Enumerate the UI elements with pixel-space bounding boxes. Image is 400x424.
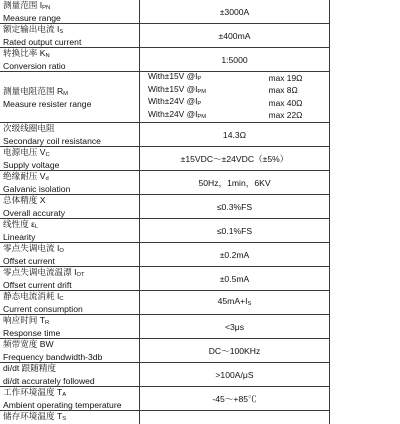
measure-resistor-condition-text: With±24V @I (148, 96, 197, 106)
param-name-cn-text: 转换比率 K (3, 48, 46, 58)
param-name-cn-text: 测量范围 I (3, 0, 42, 10)
param-name-cell (0, 243, 140, 267)
param-value-text: <3μs (225, 322, 244, 332)
param-name-cell (0, 267, 140, 291)
param-name-en: Ambient operating temperature (3, 400, 136, 410)
param-value (140, 171, 330, 195)
param-name-cn-text: 额定输出电流 I (3, 24, 59, 34)
param-name-cn (3, 315, 136, 328)
spec-row (0, 291, 330, 315)
param-name-cn (3, 387, 136, 400)
param-value-text: ±15VDC～±24VDC（±5%） (181, 154, 289, 164)
param-value (140, 363, 330, 387)
param-name-en: Offset current (3, 256, 136, 266)
spec-row (0, 48, 330, 72)
measure-resistor-value: max 40Ω (231, 97, 329, 110)
param-name-cn (3, 411, 136, 424)
param-name-en: Offset current drift (3, 280, 136, 290)
param-name-en: Current consumption (3, 304, 136, 314)
param-symbol-subscript: OT (77, 272, 85, 278)
param-name-cn (3, 267, 136, 280)
spec-row (0, 219, 330, 243)
param-name-cn (3, 48, 136, 61)
param-symbol-subscript: R (45, 320, 49, 326)
measure-resistor-condition-subscript: P (197, 76, 201, 82)
param-name-cn (3, 291, 136, 304)
param-name-cn (3, 219, 136, 232)
param-name-cell (0, 48, 140, 72)
param-symbol-subscript: A (62, 392, 66, 398)
measure-resistor-grid (140, 72, 329, 122)
param-name-en: Rated output current (3, 37, 136, 47)
param-name-cn-text: 电源电压 V (3, 147, 46, 157)
param-name-cell (0, 339, 140, 363)
param-name-cn-text: 零点失调电流 I (3, 243, 59, 253)
param-name-en: Conversion ratio (3, 61, 136, 71)
param-name-cn (3, 86, 136, 99)
spec-row-measure-resistor (0, 72, 330, 123)
param-value-text: 1:5000 (221, 55, 247, 65)
param-symbol-subscript: d (46, 176, 49, 182)
param-name-cn (3, 243, 136, 256)
spec-row (0, 411, 330, 424)
param-value (140, 24, 330, 48)
param-name-en: Response time (3, 328, 136, 338)
measure-resistor-condition-text: With±15V @I (148, 84, 197, 94)
param-value-text: ≤0.1%FS (217, 226, 252, 236)
param-value (140, 219, 330, 243)
param-name-cn-text: 绝缘耐压 V (3, 171, 46, 181)
param-name-cell (0, 72, 140, 123)
param-name-en: Frequency bandwidth-3db (3, 352, 136, 362)
spec-row (0, 195, 330, 219)
spec-row (0, 315, 330, 339)
param-value (140, 243, 330, 267)
param-value-subscript: S (247, 301, 251, 307)
param-name-cell (0, 315, 140, 339)
param-name-cn-text: di/dt 跟随精度 (3, 363, 56, 373)
param-value-text: ≤0.3%FS (217, 202, 252, 212)
param-name-cn (3, 0, 136, 13)
measure-resistor-condition-text: With±24V @I (148, 109, 197, 119)
measure-resistor-value: max 22Ω (231, 110, 329, 123)
param-symbol-subscript: S (62, 416, 66, 422)
param-name-cell (0, 387, 140, 411)
param-symbol-subscript: C (59, 296, 63, 302)
measure-resistor-condition-subscript: PM (197, 114, 206, 120)
spec-row (0, 363, 330, 387)
spec-row (0, 123, 330, 147)
spec-row (0, 339, 330, 363)
spec-row (0, 171, 330, 195)
param-name-cell (0, 0, 140, 24)
param-symbol-subscript: L (35, 224, 38, 230)
param-value (140, 195, 330, 219)
param-value-text: ±400mA (219, 31, 251, 41)
measure-resistor-value: max 19Ω (231, 72, 329, 85)
measure-resistor-condition (140, 110, 231, 123)
param-symbol-subscript: M (63, 91, 68, 97)
param-name-cell (0, 123, 140, 147)
param-name-cell (0, 411, 140, 424)
spec-row (0, 243, 330, 267)
spec-row (0, 387, 330, 411)
param-value (140, 291, 330, 315)
param-name-en: Linearity (3, 232, 136, 242)
param-name-cn-text: 响应时间 T (3, 315, 45, 325)
param-name-cell (0, 147, 140, 171)
param-value (140, 0, 330, 24)
param-name-en: Secondary coil resistance (3, 136, 136, 146)
param-value-text: -45～+85℃ (212, 394, 256, 404)
spec-row (0, 147, 330, 171)
param-value-text: ±0.5mA (220, 274, 250, 284)
measure-resistor-condition-subscript: PM (197, 89, 206, 95)
param-name-cn-text: 零点失调电流温漂 I (3, 267, 77, 277)
param-value (140, 267, 330, 291)
param-name-cn-text: 静态电流消耗 I (3, 291, 59, 301)
param-name-cn (3, 171, 136, 184)
param-name-cn (3, 24, 136, 37)
param-name-cn (3, 363, 136, 376)
param-value (140, 123, 330, 147)
param-value-text: ±3000A (220, 7, 250, 17)
param-name-en: Measure range (3, 13, 136, 23)
param-name-cell (0, 363, 140, 387)
param-name-cn-text: 线性度 ε (3, 219, 35, 229)
param-name-cn-text: 测量电阻范围 R (3, 86, 63, 96)
param-name-cn (3, 123, 136, 136)
param-name-en: Measure resister range (3, 99, 136, 109)
param-name-cn-text: 频带宽度 BW (3, 339, 54, 349)
param-value (140, 411, 330, 424)
param-value-text: >100A/μS (215, 370, 253, 380)
param-name-en: di/dt accurately followed (3, 376, 136, 386)
param-name-cell (0, 219, 140, 243)
param-name-cn (3, 147, 136, 160)
param-value-text: 14.3Ω (223, 130, 246, 140)
param-name-en: Overall accuraty (3, 208, 136, 218)
param-value-text: 50Hz，1min，6KV (198, 178, 270, 188)
param-symbol-subscript: C (46, 152, 50, 158)
spec-row (0, 267, 330, 291)
param-name-cell (0, 195, 140, 219)
param-symbol-subscript: S (59, 29, 63, 35)
measure-resistor-value: max 8Ω (231, 85, 329, 98)
measure-resistor-condition-text: With±15V @I (148, 71, 197, 81)
param-name-cn-text: 次级线圈电阻 (3, 123, 55, 133)
param-name-cn-text: 储存环境温度 T (3, 411, 62, 421)
param-name-cn-text: 工作环境温度 T (3, 387, 62, 397)
param-value-text: DC～100KHz (209, 346, 261, 356)
param-name-cn (3, 339, 136, 352)
param-value (140, 315, 330, 339)
param-value (140, 48, 330, 72)
measure-resistor-values-cell (140, 72, 330, 123)
param-name-cell (0, 24, 140, 48)
param-name-en: Galvanic isolation (3, 184, 136, 194)
spec-row (0, 0, 330, 24)
param-name-cell (0, 171, 140, 195)
measure-resistor-entry (140, 110, 329, 123)
param-name-cn (3, 195, 136, 208)
param-symbol-subscript: N (46, 53, 50, 59)
param-name-cn-text: 总体精度 X (3, 195, 46, 205)
param-symbol-subscript: O (59, 248, 64, 254)
param-symbol-subscript: PN (42, 5, 50, 11)
param-value-text: 45mA+I (218, 296, 248, 306)
param-value (140, 147, 330, 171)
param-value-text: ±0.2mA (220, 250, 250, 260)
param-value (140, 339, 330, 363)
param-name-cell (0, 291, 140, 315)
measure-resistor-condition-subscript: P (197, 101, 201, 107)
spec-row (0, 24, 330, 48)
param-value (140, 387, 330, 411)
param-name-en: Supply voltage (3, 160, 136, 170)
